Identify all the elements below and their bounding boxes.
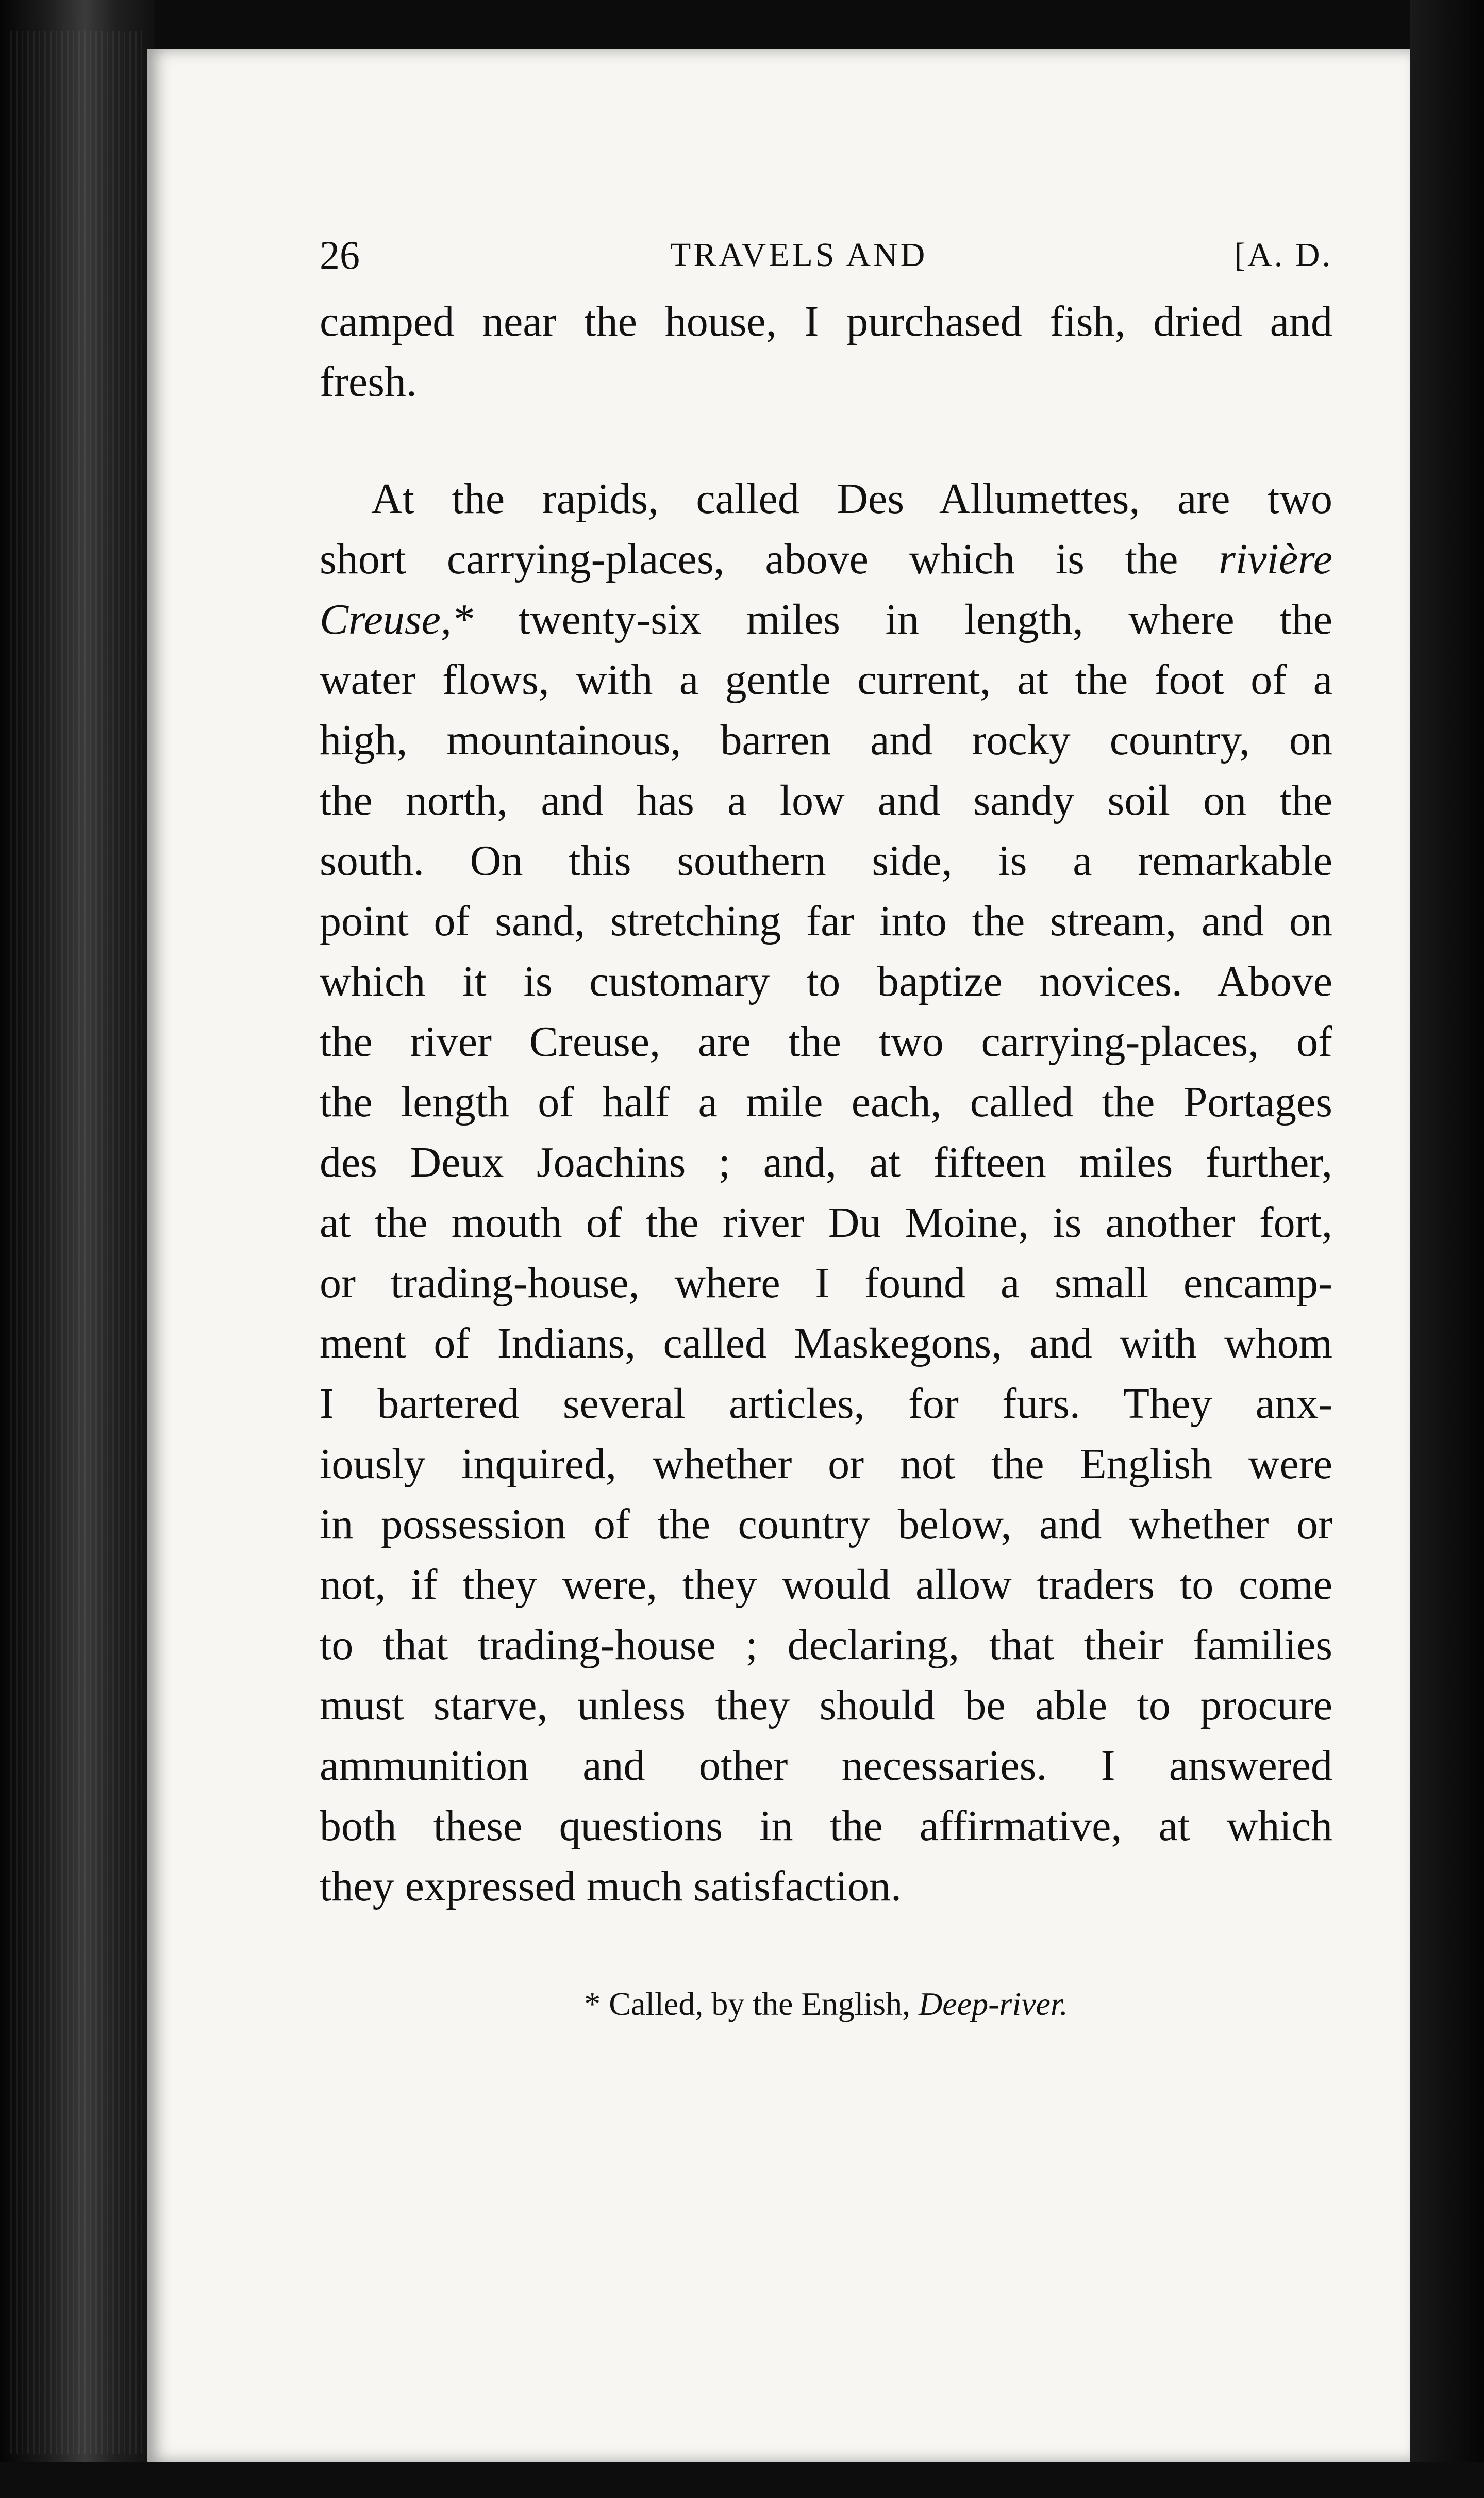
text-line: not, if they were, they would allow traders to come xyxy=(320,1561,1332,1609)
footnote xyxy=(320,1981,1332,2027)
text-line: the north, and has a low and sandy soil on the xyxy=(320,776,1332,824)
text-line: or trading-house, where I found a small encamp- xyxy=(320,1259,1332,1307)
text-line: iously inquired, whether or not the English were xyxy=(320,1440,1332,1488)
text-line: in possession of the country below, and whether or xyxy=(320,1500,1332,1548)
text-line: fresh. xyxy=(320,358,417,406)
text-line: ammunition and other necessaries. I answered xyxy=(320,1742,1332,1790)
right-page-edge xyxy=(1410,0,1484,2498)
text-line: must starve, unless they should be able to procure xyxy=(320,1681,1332,1729)
text-line: water flows, with a gentle current, at the foot of a xyxy=(320,656,1332,704)
paragraph-rapids xyxy=(320,469,1332,1916)
text-line: which it is customary to baptize novices. Above xyxy=(320,957,1332,1005)
paragraph-continued xyxy=(320,291,1332,412)
text-line: ment of Indians, called Maskegons, and with whom xyxy=(320,1319,1332,1367)
text-line: At the rapids, called Des Allumettes, are two xyxy=(371,475,1332,523)
text-segment: short carrying-places, above which is the xyxy=(320,535,1219,583)
spine-texture xyxy=(10,31,144,2454)
text-line xyxy=(320,529,1332,589)
text-line xyxy=(320,589,1332,650)
text-segment: twenty-six miles in length, where the xyxy=(473,595,1332,643)
text-line: point of sand, stretching far into the stream, and on xyxy=(320,897,1332,945)
text-line: both these questions in the affirmative, at which xyxy=(320,1802,1332,1850)
text-line: they expressed much satisfaction. xyxy=(320,1862,902,1910)
italic-term: Creuse,* xyxy=(320,595,473,643)
text-line: camped near the house, I purchased fish, dried and xyxy=(320,297,1332,345)
footnote-italic: Deep-river. xyxy=(919,1986,1068,2022)
text-line: I bartered several articles, for furs. They anx- xyxy=(320,1380,1332,1428)
text-line: at the mouth of the river Du Moine, is another fort, xyxy=(320,1199,1332,1247)
text-line: to that trading-house ; declaring, that their families xyxy=(320,1621,1332,1669)
text-line: high, mountainous, barren and rocky country, on xyxy=(320,716,1332,764)
text-line: des Deux Joachins ; and, at fifteen miles further, xyxy=(320,1138,1332,1186)
running-date: [A. D. xyxy=(1234,236,1332,274)
running-title: TRAVELS AND xyxy=(670,236,928,274)
book-spine xyxy=(0,0,155,2498)
running-header xyxy=(320,229,1332,291)
footnote-text: * Called, by the English, xyxy=(584,1986,919,2022)
text-line: the length of half a mile each, called the Portages xyxy=(320,1078,1332,1126)
text-block xyxy=(320,229,1332,2027)
italic-term: rivière xyxy=(1219,535,1332,583)
page-number: 26 xyxy=(320,233,360,277)
bottom-page-edge xyxy=(0,2462,1484,2498)
text-line: south. On this southern side, is a remarkable xyxy=(320,837,1332,885)
text-line: the river Creuse, are the two carrying-places, of xyxy=(320,1018,1332,1066)
